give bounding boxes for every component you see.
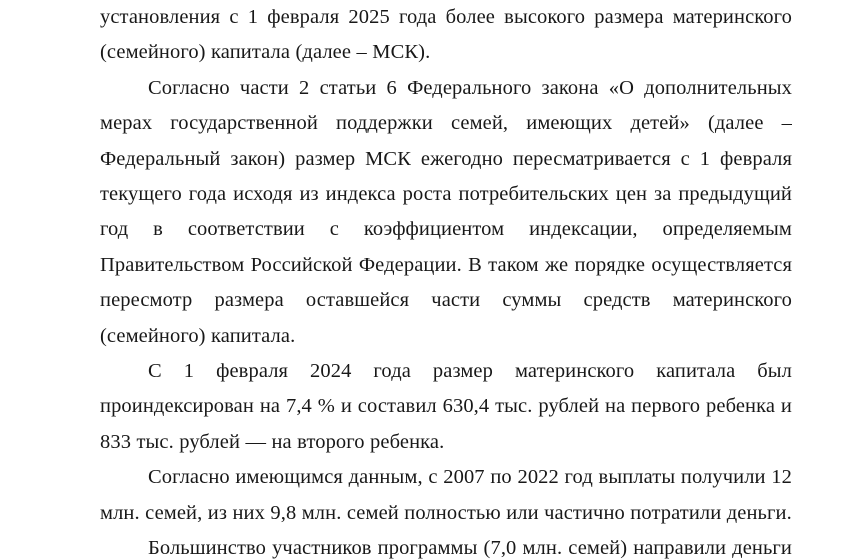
paragraph-indexation-2024: С 1 февраля 2024 года размер материнского капитала был проиндексирован на 7,4 % и составил 630,4 тыс. рублей на первого ребенка и 833 тыс. рублей — на второго ребенка. — [100, 360, 792, 453]
paragraph-federal-law: Согласно части 2 статьи 6 Федерального закона «О дополнительных мерах государственной поддержки семей, имеющих детей» (далее – Федеральный закон) размер МСК ежегодно пересматривается с 1 февраля текущего года исходя из индекса роста потребительских цен за предыдущий год в соответствии с коэффициентом индексации, определяемым Правительством Российской Федерации. В таком же порядке осуществляется пересмотр размера оставшейся части суммы средств материнского (семейного) капитала. — [100, 76, 792, 347]
paragraph-statistics: Согласно имеющимся данным, с 2007 по 2022 год выплаты получили 12 млн. семей, из них 9,8 млн. семей полностью или частично потратили деньги. — [100, 466, 792, 524]
paragraph-clipped-bottom: Большинство участников программы (7,0 млн. семей) направили деньги — [148, 537, 792, 560]
paragraph-continuation: установления с 1 февраля 2025 года более высокого размера материнского (семейного) капитала (далее – МСК). — [100, 6, 792, 64]
document-text-column — [100, 0, 792, 560]
